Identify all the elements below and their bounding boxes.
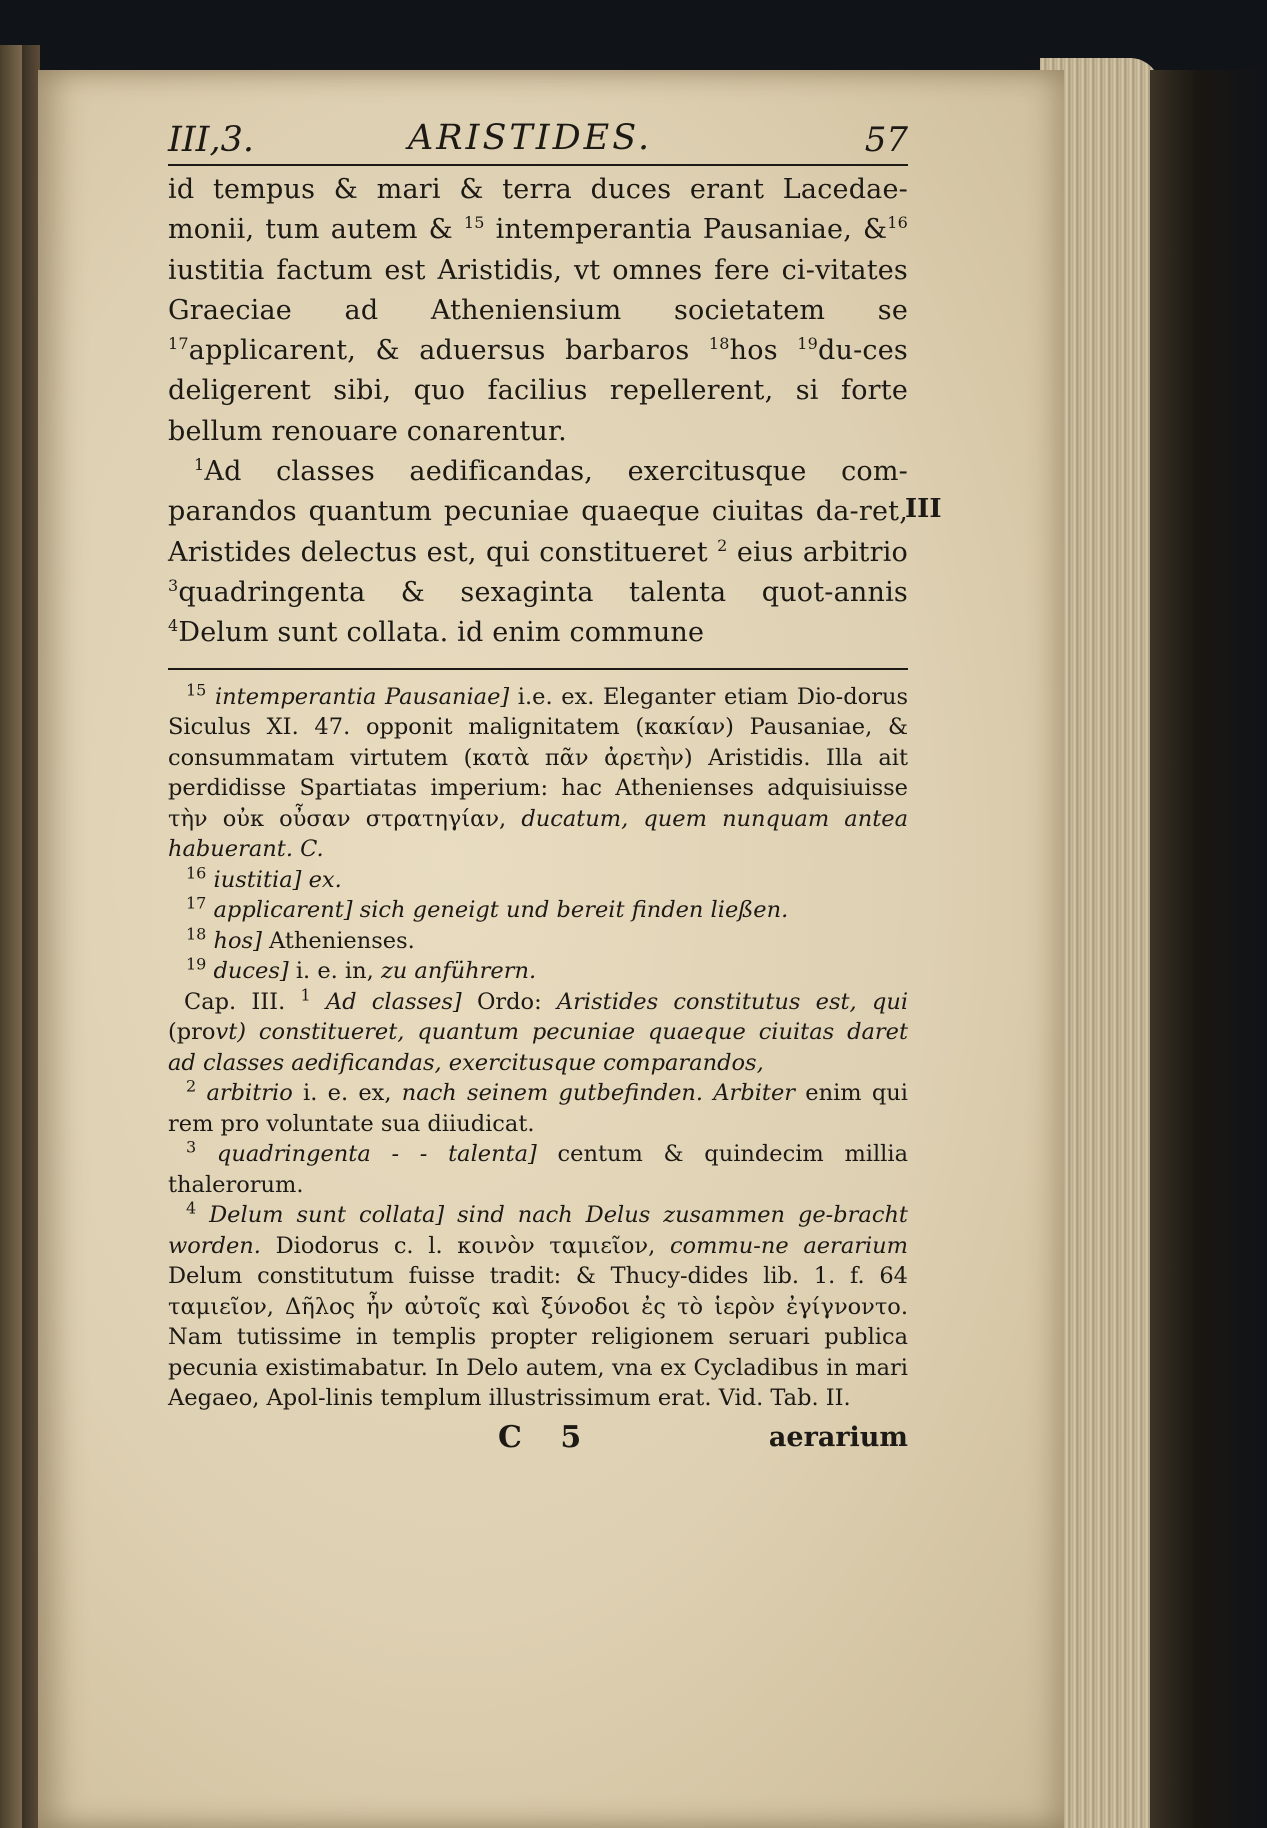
footnote-3: $^3$ quadringenta - - talenta] centum & quindecim millia thalerorum. <box>168 1137 908 1198</box>
body-text-5: du-ces deligerent sibi, quo facilius repellerent, si forte bellum renouare conarentur. <box>168 335 908 447</box>
footnotes <box>168 682 908 1414</box>
running-title: ARISTIDES. <box>408 118 653 158</box>
signature-mark: C 5 <box>498 1419 596 1455</box>
note-ref-2: 2 <box>717 535 728 555</box>
body-text-4: applicarent, & aduersus barbaros <box>188 335 690 367</box>
body-text-9: Delum sunt collata. id enim commune <box>178 617 705 649</box>
body-text-1: id tempus & mari & terra duces erant Lacedae-monii, tum autem & <box>168 174 908 246</box>
background-shadow <box>1150 70 1267 1828</box>
note-ref-16: 16 <box>887 213 908 233</box>
main-text <box>168 170 908 654</box>
catchword: aerarium <box>768 1421 908 1453</box>
body-text-3: iustitia factum est Aristidis, vt omnes fere ci-vitates Graeciae ad Atheniensium societatem se <box>168 254 908 326</box>
note-ref-1: 1 <box>194 455 205 475</box>
footnote-16: $^{16}$ iustitia] ex. <box>186 863 342 893</box>
note-ref-4: 4 <box>168 616 179 636</box>
page-content <box>168 110 908 1464</box>
footnote-15: $^{15}$ intemperantia Pausaniae] i.e. ex. Eleganter etiam Dio-dorus Siculus XI. 47. opponit malignitatem (κακίαν) Pausaniae, & consummatam virtutem (κατὰ πᾶν ἀρετὴν) Aristidis. Illa ait perdidisse Spartiatas imperium: hac Athenienses adquisiuisse τὴν οὐκ οὖσαν στρατηγίαν, ducatum, quem nunquam antea habuerant. C. <box>168 680 908 863</box>
footnote-19: $^{19}$ duces] i. e. in, zu anführern. <box>186 954 537 985</box>
running-header <box>168 110 908 166</box>
body-text-7: eius arbitrio <box>736 536 908 568</box>
body-text-8: quadringenta & sexaginta talenta quot-annis <box>178 576 908 608</box>
footnote-2: $^2$ arbitrio i. e. ex, nach seinem gutbefinden. Arbiter enim qui rem pro voluntate sua diiudicat. <box>168 1076 908 1137</box>
margin-chapter-number: III <box>905 494 942 524</box>
footnote-4: $^4$ Delum sunt collata] sind nach Delus zusammen ge-bracht worden. Diodorus c. l. κοινὸν ταμιεῖον, commu-ne aerarium Delum constitutum fuisse tradit: & Thucy-dides lib. 1. f. 64 ταμιεῖον, Δῆλος ἦν αὐτοῖς καὶ ξύνοδοι ἐς τὸ ἱερὸν ἐγίγνοντο. Nam tutissime in templis propter religionem seruari publica pecunia existimabatur. In Delo autem, vna ex Cycladibus in mari Aegaeo, Apol-linis templum illustrissimum erat. Vid. Tab. II. <box>168 1198 909 1412</box>
footnote-17: $^{17}$ applicarent] sich geneigt und bereit finden ließen. <box>186 893 789 924</box>
footnote-cap-iii-1: Cap. III. $^1$ Ad classes] Ordo: Aristides constitutus est, qui (provt) constitueret, quantum pecuniae quaeque ciuitas daret ad classes aedificandas, exercitusque comparandos, <box>168 985 909 1076</box>
page-footer <box>168 1420 908 1464</box>
note-ref-15: 15 <box>463 213 485 233</box>
note-ref-17: 17 <box>168 334 189 354</box>
footnote-18: $^{18}$ hos] Athenienses. <box>186 924 415 954</box>
chapter-ref: III,3. <box>168 120 254 160</box>
note-ref-18: 18 <box>708 334 730 354</box>
note-ref-19: 19 <box>797 334 819 354</box>
body-text-hos: hos <box>729 335 778 367</box>
footnote-rule <box>168 668 908 670</box>
body-text-6: Ad classes aedificandas, exercitusque com-parandos quantum pecuniae quaeque ciuitas da-ret, Aristides delectus est, qui constitueret <box>168 456 908 568</box>
note-ref-3: 3 <box>168 575 179 595</box>
body-text-2: intemperantia Pausaniae, & <box>495 214 888 246</box>
page-number: 57 <box>864 120 908 160</box>
